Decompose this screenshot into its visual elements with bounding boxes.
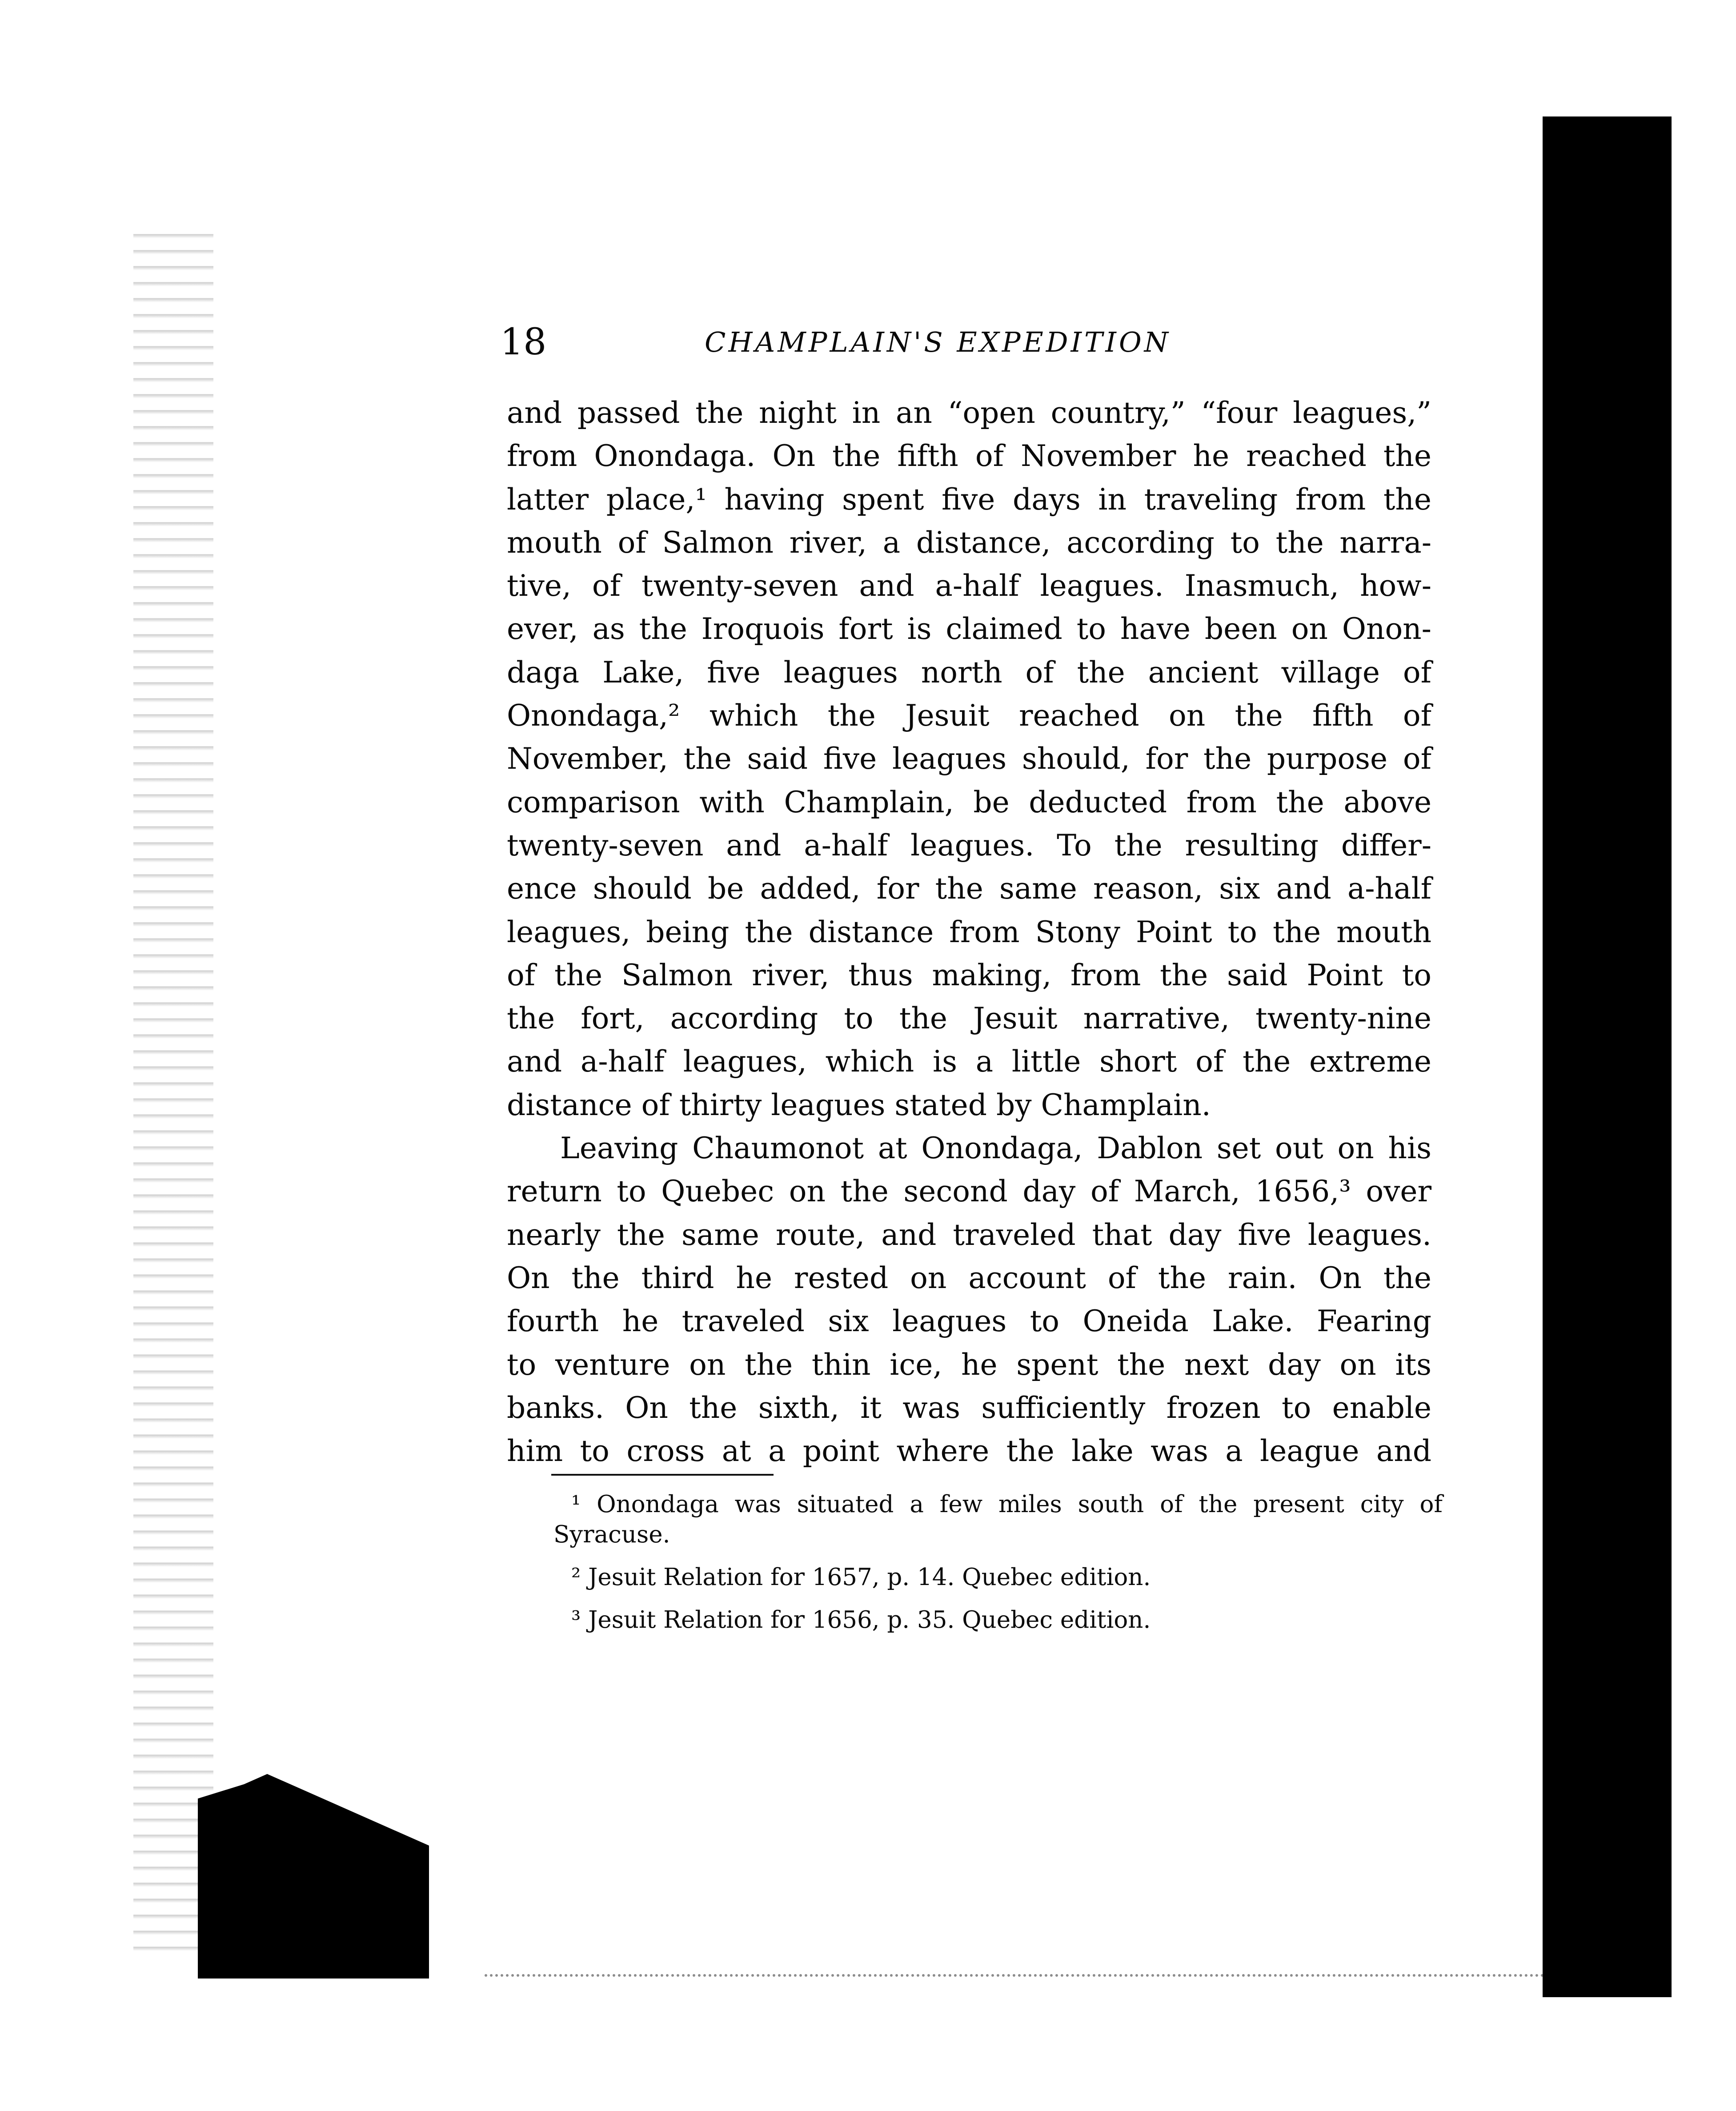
text-line: On the third he rested on account of the rain. On the bbox=[507, 1260, 1431, 1295]
running-title: CHAMPLAIN'S EXPEDITION bbox=[705, 326, 1171, 358]
text-line: twenty-seven and a-half leagues. To the resulting differ- bbox=[507, 828, 1431, 863]
footnote-1 bbox=[553, 1489, 1443, 1550]
paragraph-1 bbox=[507, 391, 1431, 1127]
text-line: latter place,¹ having spent five days in traveling from the bbox=[507, 482, 1431, 517]
page-header bbox=[500, 320, 1436, 373]
text-line: leagues, being the distance from Stony Point to the mouth bbox=[507, 915, 1431, 949]
footnote-line: ³ Jesuit Relation for 1656, p. 35. Quebec edition. bbox=[571, 1606, 1151, 1633]
text-line: and passed the night in an “open country,” “four leagues,” bbox=[507, 396, 1431, 430]
text-line: return to Quebec on the second day of March, 1656,³ over bbox=[507, 1174, 1431, 1209]
text-line: of the Salmon river, thus making, from the said Point to bbox=[507, 958, 1431, 992]
text-line: nearly the same route, and traveled that day five leagues. bbox=[507, 1217, 1431, 1252]
text-line: him to cross at a point where the lake was a league and bbox=[507, 1434, 1431, 1469]
scan-corner-blot bbox=[198, 1774, 429, 1979]
footnote-rule bbox=[551, 1474, 774, 1476]
text-line: fourth he traveled six leagues to Oneida Lake. Fearing bbox=[507, 1304, 1431, 1339]
text-line: to venture on the thin ice, he spent the next day on its bbox=[507, 1347, 1431, 1382]
text-line: from Onondaga. On the fifth of November he reached the bbox=[507, 439, 1431, 474]
text-line: and a-half leagues, which is a little short of the extreme bbox=[507, 1044, 1431, 1079]
scan-edge-shadow-left bbox=[133, 222, 213, 1956]
text-line: daga Lake, five leagues north of the ancient village of bbox=[507, 655, 1431, 690]
text-line: the fort, according to the Jesuit narrative, twenty-nine bbox=[507, 1001, 1431, 1036]
footnote-line: ² Jesuit Relation for 1657, p. 14. Quebec edition. bbox=[571, 1564, 1151, 1591]
text-line: November, the said five leagues should, for the purpose of bbox=[507, 742, 1431, 776]
text-line: distance of thirty leagues stated by Champlain. bbox=[507, 1088, 1211, 1122]
text-line: Onondaga,² which the Jesuit reached on the fifth of bbox=[507, 698, 1431, 733]
footnote-line: Syracuse. bbox=[553, 1521, 670, 1548]
text-line: mouth of Salmon river, a distance, according to the narra- bbox=[507, 525, 1431, 560]
text-line: banks. On the sixth, it was sufficiently frozen to enable bbox=[507, 1390, 1431, 1425]
footnote-2 bbox=[553, 1562, 1443, 1593]
footnote-line: ¹ Onondaga was situated a few miles south of the present city of bbox=[571, 1491, 1443, 1518]
scan-binding-shadow bbox=[1543, 116, 1672, 1997]
paragraph-2 bbox=[507, 1127, 1431, 1473]
body-text bbox=[507, 391, 1431, 1473]
text-line: Leaving Chaumonot at Onondaga, Dablon set out on his bbox=[560, 1131, 1431, 1166]
page-number: 18 bbox=[500, 321, 547, 363]
text-line: comparison with Champlain, be deducted from the above bbox=[507, 785, 1431, 819]
footnotes bbox=[553, 1489, 1443, 1648]
scan-bottom-marks bbox=[485, 1974, 1640, 1982]
text-line: ever, as the Iroquois fort is claimed to have been on Onon- bbox=[507, 612, 1431, 646]
text-line: tive, of twenty-seven and a-half leagues. Inasmuch, how- bbox=[507, 569, 1431, 603]
text-line: ence should be added, for the same reason, six and a-half bbox=[507, 871, 1431, 906]
footnote-3 bbox=[553, 1605, 1443, 1635]
